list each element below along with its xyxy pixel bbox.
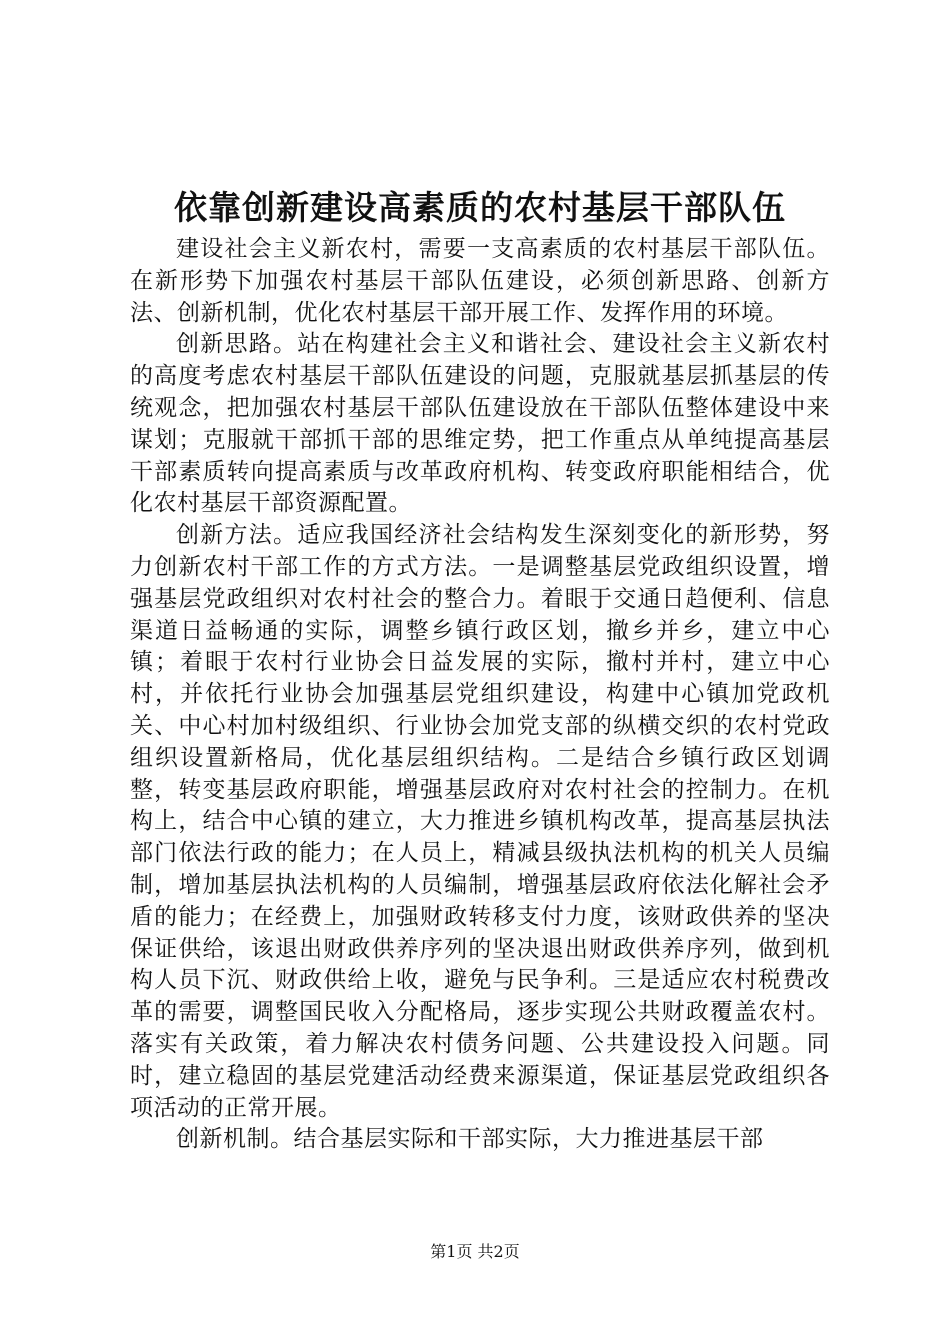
document-body (130, 234, 830, 1156)
page-number-footer: 第1页 共2页 (430, 1242, 520, 1261)
paragraph-innovate-methods: 创新方法。适应我国经济社会结构发生深刻变化的新形势，努力创新农村干部工作的方式方法。一是调整基层党政组织设置，增强基层党政组织对农村社会的整合力。着眼于交通日趋便利、信息渠道日益畅通的实际，调整乡镇行政区划，撤乡并乡，建立中心镇；着眼于农村行业协会日益发展的实际，撤村并村，建立中心村，并依托行业协会加强基层党组织建设，构建中心镇加党政机关、中心村加村级组织、行业协会加党支部的纵横交织的农村党政组织设置新格局，优化基层组织结构。二是结合乡镇行政区划调整，转变基层政府职能，增强基层政府对农村社会的控制力。在机构上，结合中心镇的建立，大力推进乡镇机构改革，提高基层执法部门依法行政的能力；在人员上，精减县级执法机构的机关人员编制，增加基层执法机构的人员编制，增强基层政府依法化解社会矛盾的能力；在经费上，加强财政转移支付力度，该财政供养的坚决保证供给，该退出财政供养序列的坚决退出财政供养序列，做到机构人员下沉、财政供给上收，避免与民争利。三是适应农村税费改革的需要，调整国民收入分配格局，逐步实现公共财政覆盖农村。落实有关政策，着力解决农村债务问题、公共建设投入问题。同时，建立稳固的基层党建活动经费来源渠道，保证基层党政组织各项活动的正常开展。 (130, 522, 830, 1121)
paragraph-innovate-mechanism: 创新机制。结合基层实际和干部实际，大力推进基层干部 (176, 1126, 764, 1153)
paragraph-innovate-thinking: 创新思路。站在构建社会主义和谐社会、建设社会主义新农村的高度考虑农村基层干部队伍建设的问题，克服就基层抓基层的传统观念，把加强农村基层干部队伍建设放在干部队伍整体建设中来谋划；克服就干部抓干部的思维定势，把工作重点从单纯提高基层干部素质转向提高素质与改革政府机构、转变政府职能相结合，优化农村基层干部资源配置。 (130, 331, 830, 517)
paragraph-intro: 建设社会主义新农村，需要一支高素质的农村基层干部队伍。在新形势下加强农村基层干部队伍建设，必须创新思路、创新方法、创新机制，优化农村基层干部开展工作、发挥作用的环境。 (130, 236, 830, 326)
document-title: 依靠创新建设高素质的农村基层干部队伍 (174, 188, 786, 227)
